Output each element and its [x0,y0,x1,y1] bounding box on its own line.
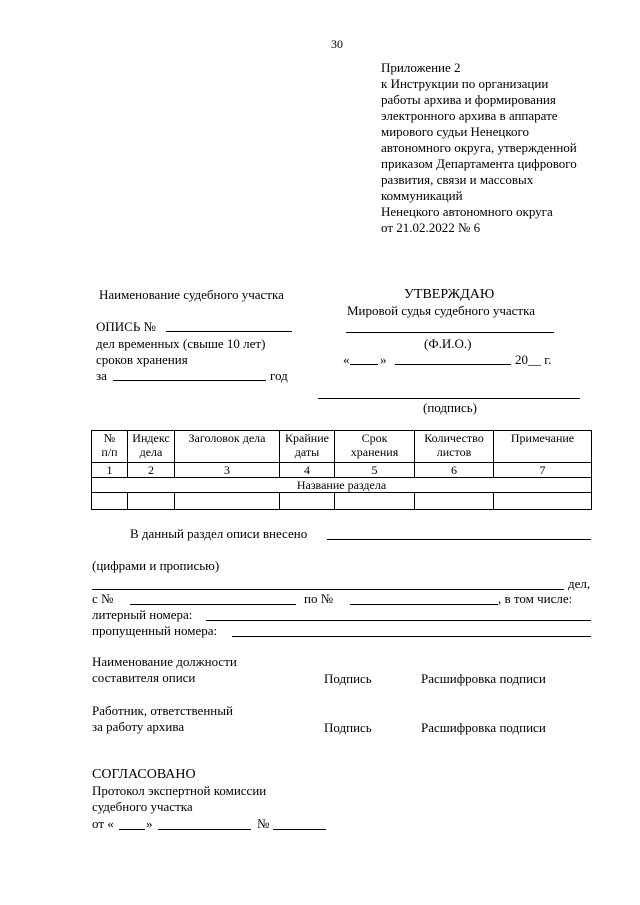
agreed-number-field[interactable] [273,829,326,830]
date-day-field[interactable] [350,364,378,365]
entered-field[interactable] [327,539,591,540]
date-quote-open: « [343,352,350,367]
year-field[interactable] [113,380,266,381]
archive-worker-line1: Работник, ответственный [92,703,233,718]
agreed-month-field[interactable] [158,829,251,830]
judge-name-field[interactable] [346,332,554,333]
header-cell: Срок хранения [335,431,415,463]
table-header-row [92,431,592,463]
table-cell[interactable] [92,493,128,510]
header-cell: Индекс дела [128,431,175,463]
agreed-number-label: № [257,816,270,831]
appendix-line: коммуникаций [381,188,463,203]
number-cell: 1 [92,463,128,478]
date-quote-close: » [380,352,387,367]
digits-label: (цифрами и прописью) [92,558,220,573]
compiler-position-line1: Наименование должности [92,654,237,669]
opis-label: ОПИСЬ № [96,319,156,334]
del-label: дел, [568,576,591,591]
to-number-label: по № [304,591,334,606]
number-cell: 7 [494,463,592,478]
agreed-quote-close: » [146,816,153,831]
table-row [92,493,592,510]
appendix-line: к Инструкции по организации [381,76,549,91]
archive-decode-label: Расшифровка подписи [421,720,546,735]
count-field[interactable] [92,589,564,590]
fio-label: (Ф.И.О.) [424,336,472,351]
agreed-date-prefix: от « [92,816,114,831]
table-cell[interactable] [280,493,335,510]
appendix-line: Приложение 2 [381,60,461,75]
agreed-line1: Протокол экспертной комиссии [92,783,267,798]
agreed-line2: судебного участка [92,799,193,814]
liter-label: литерный номера: [92,607,193,622]
header-cell: Крайние даты [280,431,335,463]
za-label: за [96,368,107,383]
liter-field[interactable] [206,620,591,621]
number-cell: 5 [335,463,415,478]
number-cell: 3 [175,463,280,478]
appendix-line: электронного архива в аппарате [381,108,558,123]
appendix-line: приказом Департамента цифрового [381,156,577,171]
from-number-label: с № [92,591,114,606]
table-cell[interactable] [128,493,175,510]
number-cell: 4 [280,463,335,478]
to-number-field[interactable] [350,604,498,605]
approve-heading: УТВЕРЖДАЮ [404,287,495,302]
opis-number-field[interactable] [166,331,292,332]
appendix-line: мирового судьи Ненецкого [381,124,530,139]
compiler-position-line2: составителя описи [92,670,196,685]
table-cell[interactable] [335,493,415,510]
appendix-line: Ненецкого автономного округа [381,204,553,219]
inventory-table [91,430,592,510]
from-number-field[interactable] [130,604,296,605]
appendix-line: от 21.02.2022 № 6 [381,220,481,235]
court-name-label: Наименование судебного участка [99,287,284,302]
table-cell[interactable] [175,493,280,510]
number-cell: 2 [128,463,175,478]
date-month-field[interactable] [395,364,511,365]
signature-label: (подпись) [423,400,477,415]
god-label: год [270,368,288,383]
date-year-label: 20__ г. [515,352,552,367]
missed-label: пропущенный номера: [92,623,218,638]
section-title-row [92,478,592,493]
page-number: 30 [331,37,343,51]
agreed-heading: СОГЛАСОВАНО [92,767,196,782]
entered-label: В данный раздел описи внесено [130,526,308,541]
appendix-header [381,60,616,236]
header-cell: Примечание [494,431,592,463]
header-cell: Заголовок дела [175,431,280,463]
table-cell[interactable] [415,493,494,510]
signature-field[interactable] [318,398,580,399]
archive-signature-label: Подпись [324,720,372,735]
section-title-cell: Название раздела [92,478,592,493]
number-cell: 6 [415,463,494,478]
missed-field[interactable] [232,636,591,637]
opis-line2: дел временных (свыше 10 лет) [96,336,266,351]
including-label: , в том числе: [498,591,573,606]
appendix-line: автономного округа, утвержденной [381,140,577,155]
agreed-day-field[interactable] [119,829,145,830]
table-cell[interactable] [494,493,592,510]
header-cell: Количество листов [415,431,494,463]
archive-worker-line2: за работу архива [92,719,185,734]
judge-label: Мировой судья судебного участка [347,303,535,318]
appendix-line: работы архива и формирования [381,92,556,107]
appendix-line: развития, связи и массовых [381,172,534,187]
compiler-signature-label: Подпись [324,671,372,686]
header-cell: № п/п [92,431,128,463]
table-number-row [92,463,592,478]
opis-line3: сроков хранения [96,352,188,367]
compiler-decode-label: Расшифровка подписи [421,671,546,686]
